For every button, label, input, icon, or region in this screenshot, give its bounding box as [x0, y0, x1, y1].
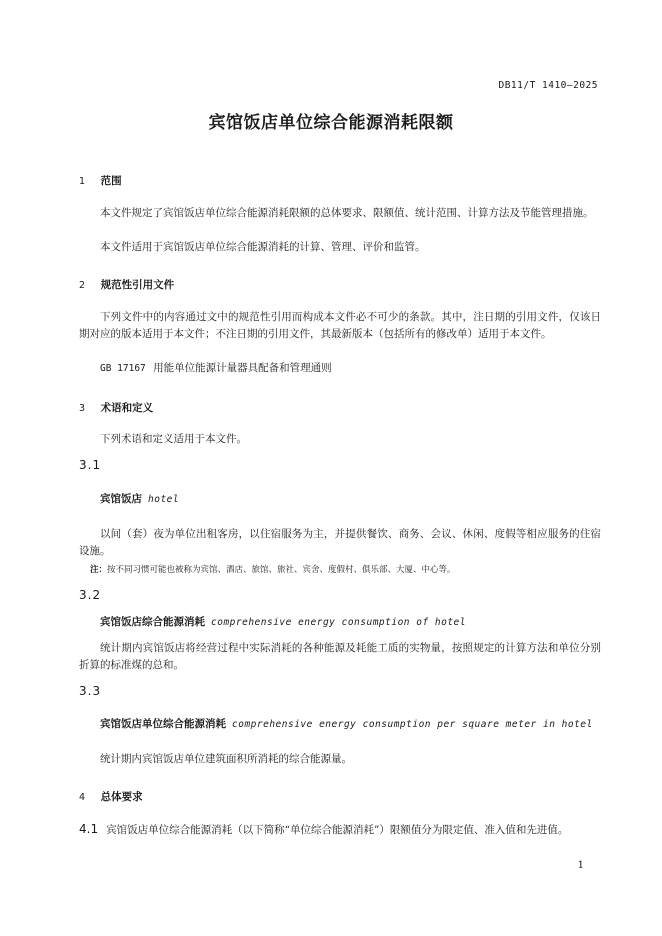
standard-code: DB11/T 1410—2025 [498, 80, 598, 91]
term-entry [100, 614, 466, 629]
term-zh: 宾馆饭店综合能源消耗 [100, 616, 205, 628]
section-title: 总体要求 [100, 791, 143, 803]
note-text: 按不同习惯可能也被称为宾馆、酒店、旅馆、旅社、宾舍、度假村、俱乐部、大厦、中心等。 [107, 565, 456, 575]
section-number: 4 [79, 792, 86, 803]
section-number: 1 [79, 176, 86, 187]
clause-number: 4.1 [79, 822, 99, 836]
section-4-heading [79, 789, 143, 804]
paragraph: 下列术语和定义适用于本文件。 [100, 433, 247, 445]
section-number: 2 [79, 280, 86, 291]
clause-text: 宾馆饭店单位综合能源消耗（以下简称“单位综合能源消耗”）限额值分为限定值、准入值和先进值。 [106, 824, 569, 836]
paragraph: 本文件适用于宾馆饭店单位综合能源消耗的计算、管理、评价和监管。 [100, 241, 426, 253]
term-number: 3.2 [79, 588, 102, 602]
document-title: 宾馆饭店单位综合能源消耗限额 [208, 113, 454, 133]
term-entry [100, 491, 179, 506]
term-definition: 统计期内宾馆饭店将经营过程中实际消耗的各种能源及耗能工质的实物量，按照规定的计算方法和单位分别折算的标准煤的总和。 [79, 642, 601, 671]
page-number: 1 [577, 860, 584, 871]
term-number: 3.3 [79, 684, 102, 698]
term-definition: 统计期内宾馆饭店单位建筑面积所消耗的综合能源量。 [100, 753, 352, 765]
section-1-heading [79, 173, 122, 188]
section-number: 3 [79, 403, 86, 414]
note-label: 注： [90, 565, 108, 575]
section-title: 术语和定义 [100, 402, 154, 414]
section-3-heading [79, 400, 153, 415]
section-title: 范围 [100, 175, 122, 187]
term-zh: 宾馆饭店单位综合能源消耗 [100, 718, 226, 730]
clause-4-1 [79, 821, 601, 839]
term-en: hotel [148, 494, 180, 505]
reference-title: 用能单位能源计量器具配备和管理通则 [153, 362, 332, 374]
term-en: comprehensive energy consumption of hotel [211, 617, 466, 628]
paragraph: 下列文件中的内容通过文中的规范性引用而构成本文件必不可少的条款。其中，注日期的引用文件，仅该日期对应的版本适用于本文件；不注日期的引用文件，其最新版本（包括所有的修改单）适用于本文件。 [79, 311, 601, 340]
term-note [90, 563, 456, 575]
term-en: comprehensive energy consumption per square meter in hotel [232, 719, 593, 730]
normative-reference [100, 360, 332, 375]
term-entry [100, 716, 593, 731]
section-title: 规范性引用文件 [100, 279, 175, 291]
section-2-heading [79, 277, 174, 292]
term-definition: 以间（套）夜为单位出租客房，以住宿服务为主，并提供餐饮、商务、会议、休闲、度假等相应服务的住宿设施。 [79, 528, 601, 557]
paragraph: 本文件规定了宾馆饭店单位综合能源消耗限额的总体要求、限额值、统计范围、计算方法及节能管理措施。 [100, 207, 594, 219]
term-zh: 宾馆饭店 [100, 493, 142, 505]
reference-code: GB 17167 [100, 363, 146, 374]
term-number: 3.1 [79, 458, 102, 472]
